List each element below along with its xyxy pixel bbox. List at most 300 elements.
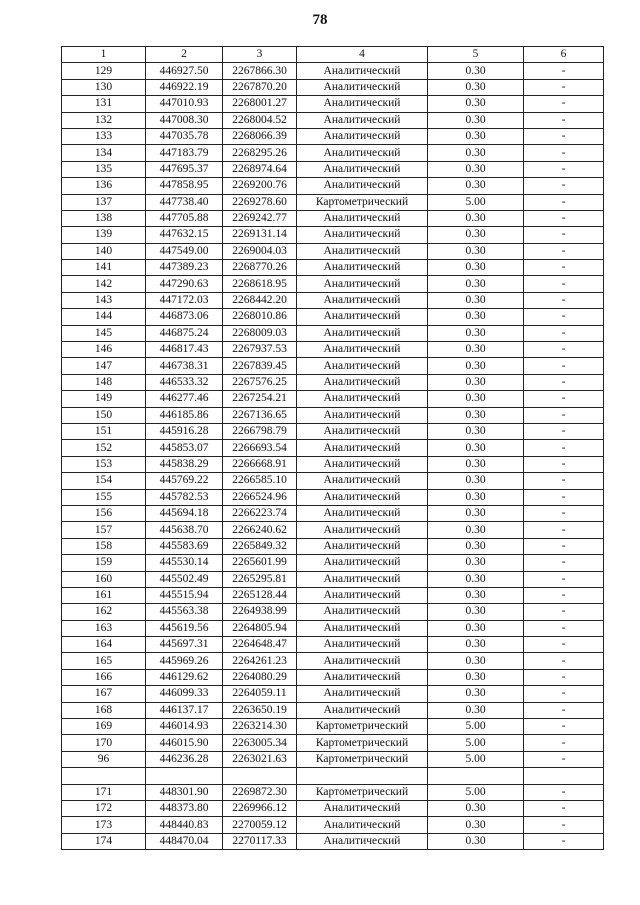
x-coordinate-cell: 447290.63 xyxy=(146,276,223,292)
method-cell: Аналитический xyxy=(297,440,428,456)
method-cell: Картометрический xyxy=(297,194,428,210)
y-coordinate-cell: 2266798.79 xyxy=(223,423,297,439)
method-cell: Аналитический xyxy=(297,522,428,538)
table-row xyxy=(62,800,604,816)
note-cell: - xyxy=(524,161,604,177)
table-row xyxy=(62,653,604,669)
accuracy-cell: 0.30 xyxy=(428,309,524,325)
table-row xyxy=(62,161,604,177)
x-coordinate-cell: 445969.26 xyxy=(146,653,223,669)
x-coordinate-cell: 446922.19 xyxy=(146,79,223,95)
accuracy-cell: 0.30 xyxy=(428,587,524,603)
x-coordinate-cell: 446137.17 xyxy=(146,702,223,718)
accuracy-cell: 0.30 xyxy=(428,538,524,554)
method-cell: Аналитический xyxy=(297,473,428,489)
note-cell: - xyxy=(524,260,604,276)
x-coordinate-cell: 446533.32 xyxy=(146,374,223,390)
point-number-cell: 151 xyxy=(62,423,146,439)
accuracy-cell: 0.30 xyxy=(428,571,524,587)
x-coordinate-cell: 446129.62 xyxy=(146,669,223,685)
method-cell: Аналитический xyxy=(297,178,428,194)
y-coordinate-cell: 2268442.20 xyxy=(223,292,297,308)
x-coordinate-cell: 446236.28 xyxy=(146,751,223,767)
accuracy-cell: 0.30 xyxy=(428,456,524,472)
note-cell: - xyxy=(524,145,604,161)
table-row xyxy=(62,571,604,587)
point-number-cell: 147 xyxy=(62,358,146,374)
y-coordinate-cell: 2268974.64 xyxy=(223,161,297,177)
point-number-cell: 157 xyxy=(62,522,146,538)
method-cell: Аналитический xyxy=(297,325,428,341)
x-coordinate-cell: 445502.49 xyxy=(146,571,223,587)
note-cell: - xyxy=(524,210,604,226)
note-cell: - xyxy=(524,309,604,325)
accuracy-cell xyxy=(428,768,524,784)
method-cell: Аналитический xyxy=(297,686,428,702)
accuracy-cell: 0.30 xyxy=(428,227,524,243)
accuracy-cell: 0.30 xyxy=(428,505,524,521)
method-cell: Аналитический xyxy=(297,391,428,407)
column-header: 1 xyxy=(62,47,146,63)
note-cell: - xyxy=(524,243,604,259)
point-number-cell: 131 xyxy=(62,96,146,112)
table-row xyxy=(62,817,604,833)
table-row xyxy=(62,309,604,325)
y-coordinate-cell: 2268009.03 xyxy=(223,325,297,341)
note-cell: - xyxy=(524,96,604,112)
point-number-cell: 135 xyxy=(62,161,146,177)
method-cell: Аналитический xyxy=(297,489,428,505)
y-coordinate-cell: 2264261.23 xyxy=(223,653,297,669)
point-number-cell: 165 xyxy=(62,653,146,669)
x-coordinate-cell: 448440.83 xyxy=(146,817,223,833)
accuracy-cell: 0.30 xyxy=(428,653,524,669)
point-number-cell: 132 xyxy=(62,112,146,128)
note-cell: - xyxy=(524,456,604,472)
table-row xyxy=(62,833,604,849)
accuracy-cell: 0.30 xyxy=(428,669,524,685)
accuracy-cell: 5.00 xyxy=(428,194,524,210)
point-number-cell: 166 xyxy=(62,669,146,685)
table-row xyxy=(62,243,604,259)
note-cell: - xyxy=(524,440,604,456)
point-number-cell: 144 xyxy=(62,309,146,325)
table-row xyxy=(62,178,604,194)
column-header: 6 xyxy=(524,47,604,63)
note-cell: - xyxy=(524,276,604,292)
table-row xyxy=(62,358,604,374)
table-row xyxy=(62,456,604,472)
method-cell: Аналитический xyxy=(297,128,428,144)
table-row xyxy=(62,391,604,407)
accuracy-cell: 0.30 xyxy=(428,63,524,79)
note-cell: - xyxy=(524,342,604,358)
note-cell: - xyxy=(524,686,604,702)
y-coordinate-cell: 2266693.54 xyxy=(223,440,297,456)
method-cell: Аналитический xyxy=(297,637,428,653)
accuracy-cell: 0.30 xyxy=(428,145,524,161)
x-coordinate-cell: 447705.88 xyxy=(146,210,223,226)
method-cell: Аналитический xyxy=(297,96,428,112)
accuracy-cell: 0.30 xyxy=(428,489,524,505)
method-cell: Аналитический xyxy=(297,227,428,243)
y-coordinate-cell: 2270059.12 xyxy=(223,817,297,833)
x-coordinate-cell: 446014.93 xyxy=(146,719,223,735)
y-coordinate-cell: 2264648.47 xyxy=(223,637,297,653)
point-number-cell: 164 xyxy=(62,637,146,653)
note-cell: - xyxy=(524,669,604,685)
method-cell: Картометрический xyxy=(297,719,428,735)
accuracy-cell: 0.30 xyxy=(428,210,524,226)
y-coordinate-cell: 2269200.76 xyxy=(223,178,297,194)
x-coordinate-cell: 448301.90 xyxy=(146,784,223,800)
y-coordinate-cell: 2269872.30 xyxy=(223,784,297,800)
x-coordinate-cell: 445563.38 xyxy=(146,604,223,620)
point-number-cell: 146 xyxy=(62,342,146,358)
method-cell: Аналитический xyxy=(297,260,428,276)
method-cell: Аналитический xyxy=(297,145,428,161)
method-cell: Аналитический xyxy=(297,555,428,571)
x-coordinate-cell: 446015.90 xyxy=(146,735,223,751)
method-cell: Аналитический xyxy=(297,669,428,685)
note-cell: - xyxy=(524,423,604,439)
y-coordinate-cell: 2263650.19 xyxy=(223,702,297,718)
accuracy-cell: 5.00 xyxy=(428,751,524,767)
note-cell: - xyxy=(524,194,604,210)
table-row xyxy=(62,227,604,243)
y-coordinate-cell xyxy=(223,768,297,784)
y-coordinate-cell: 2264805.94 xyxy=(223,620,297,636)
x-coordinate-cell xyxy=(146,768,223,784)
method-cell: Аналитический xyxy=(297,358,428,374)
accuracy-cell: 0.30 xyxy=(428,407,524,423)
table-row xyxy=(62,325,604,341)
table-row xyxy=(62,620,604,636)
note-cell: - xyxy=(524,325,604,341)
accuracy-cell: 0.30 xyxy=(428,374,524,390)
table-row xyxy=(62,112,604,128)
note-cell: - xyxy=(524,719,604,735)
table-row xyxy=(62,210,604,226)
table-row xyxy=(62,768,604,784)
accuracy-cell: 5.00 xyxy=(428,719,524,735)
table-row xyxy=(62,555,604,571)
point-number-cell: 150 xyxy=(62,407,146,423)
table-row xyxy=(62,423,604,439)
y-coordinate-cell: 2263214.30 xyxy=(223,719,297,735)
point-number-cell: 137 xyxy=(62,194,146,210)
method-cell: Аналитический xyxy=(297,210,428,226)
point-number-cell: 140 xyxy=(62,243,146,259)
accuracy-cell: 5.00 xyxy=(428,784,524,800)
y-coordinate-cell: 2269004.03 xyxy=(223,243,297,259)
point-number-cell: 143 xyxy=(62,292,146,308)
method-cell xyxy=(297,768,428,784)
point-number-cell: 156 xyxy=(62,505,146,521)
note-cell: - xyxy=(524,505,604,521)
y-coordinate-cell: 2269278.60 xyxy=(223,194,297,210)
accuracy-cell: 0.30 xyxy=(428,604,524,620)
method-cell: Аналитический xyxy=(297,538,428,554)
y-coordinate-cell: 2269242.77 xyxy=(223,210,297,226)
accuracy-cell: 0.30 xyxy=(428,96,524,112)
accuracy-cell: 0.30 xyxy=(428,473,524,489)
accuracy-cell: 0.30 xyxy=(428,178,524,194)
point-number-cell: 96 xyxy=(62,751,146,767)
table-row xyxy=(62,342,604,358)
y-coordinate-cell: 2264938.99 xyxy=(223,604,297,620)
y-coordinate-cell: 2266668.91 xyxy=(223,456,297,472)
accuracy-cell: 0.30 xyxy=(428,243,524,259)
point-number-cell: 169 xyxy=(62,719,146,735)
accuracy-cell: 0.30 xyxy=(428,440,524,456)
accuracy-cell: 0.30 xyxy=(428,702,524,718)
note-cell: - xyxy=(524,702,604,718)
x-coordinate-cell: 446873.06 xyxy=(146,309,223,325)
x-coordinate-cell: 447695.37 xyxy=(146,161,223,177)
accuracy-cell: 0.30 xyxy=(428,391,524,407)
method-cell: Картометрический xyxy=(297,751,428,767)
table-header-row xyxy=(62,47,604,63)
accuracy-cell: 0.30 xyxy=(428,292,524,308)
table-row xyxy=(62,194,604,210)
method-cell: Аналитический xyxy=(297,292,428,308)
x-coordinate-cell: 447389.23 xyxy=(146,260,223,276)
x-coordinate-cell: 445853.07 xyxy=(146,440,223,456)
y-coordinate-cell: 2269131.14 xyxy=(223,227,297,243)
point-number-cell: 133 xyxy=(62,128,146,144)
accuracy-cell: 0.30 xyxy=(428,522,524,538)
y-coordinate-cell: 2268295.26 xyxy=(223,145,297,161)
note-cell: - xyxy=(524,751,604,767)
note-cell: - xyxy=(524,817,604,833)
note-cell: - xyxy=(524,800,604,816)
accuracy-cell: 0.30 xyxy=(428,79,524,95)
y-coordinate-cell: 2266524.96 xyxy=(223,489,297,505)
x-coordinate-cell: 445694.18 xyxy=(146,505,223,521)
accuracy-cell: 0.30 xyxy=(428,686,524,702)
y-coordinate-cell: 2263005.34 xyxy=(223,735,297,751)
x-coordinate-cell: 446817.43 xyxy=(146,342,223,358)
table-row xyxy=(62,292,604,308)
accuracy-cell: 0.30 xyxy=(428,620,524,636)
point-number-cell: 172 xyxy=(62,800,146,816)
point-number-cell: 149 xyxy=(62,391,146,407)
y-coordinate-cell: 2267136.65 xyxy=(223,407,297,423)
x-coordinate-cell: 446185.86 xyxy=(146,407,223,423)
point-number-cell: 168 xyxy=(62,702,146,718)
table-row xyxy=(62,522,604,538)
point-number-cell xyxy=(62,768,146,784)
column-header: 3 xyxy=(223,47,297,63)
table-row xyxy=(62,79,604,95)
point-number-cell: 148 xyxy=(62,374,146,390)
point-number-cell: 139 xyxy=(62,227,146,243)
accuracy-cell: 0.30 xyxy=(428,423,524,439)
method-cell: Аналитический xyxy=(297,505,428,521)
column-header: 2 xyxy=(146,47,223,63)
point-number-cell: 161 xyxy=(62,587,146,603)
method-cell: Аналитический xyxy=(297,800,428,816)
note-cell: - xyxy=(524,63,604,79)
y-coordinate-cell: 2267870.20 xyxy=(223,79,297,95)
x-coordinate-cell: 447738.40 xyxy=(146,194,223,210)
point-number-cell: 160 xyxy=(62,571,146,587)
x-coordinate-cell: 445838.29 xyxy=(146,456,223,472)
note-cell: - xyxy=(524,620,604,636)
table-row xyxy=(62,587,604,603)
accuracy-cell: 0.30 xyxy=(428,161,524,177)
note-cell xyxy=(524,768,604,784)
x-coordinate-cell: 447858.95 xyxy=(146,178,223,194)
y-coordinate-cell: 2267254.21 xyxy=(223,391,297,407)
method-cell: Аналитический xyxy=(297,63,428,79)
table-row xyxy=(62,489,604,505)
accuracy-cell: 5.00 xyxy=(428,735,524,751)
x-coordinate-cell: 446099.33 xyxy=(146,686,223,702)
accuracy-cell: 0.30 xyxy=(428,260,524,276)
method-cell: Аналитический xyxy=(297,653,428,669)
y-coordinate-cell: 2267866.30 xyxy=(223,63,297,79)
point-number-cell: 158 xyxy=(62,538,146,554)
table-row xyxy=(62,538,604,554)
accuracy-cell: 0.30 xyxy=(428,276,524,292)
method-cell: Аналитический xyxy=(297,309,428,325)
point-number-cell: 159 xyxy=(62,555,146,571)
accuracy-cell: 0.30 xyxy=(428,637,524,653)
point-number-cell: 155 xyxy=(62,489,146,505)
table-row xyxy=(62,440,604,456)
x-coordinate-cell: 447632.15 xyxy=(146,227,223,243)
method-cell: Аналитический xyxy=(297,374,428,390)
coordinates-table xyxy=(61,46,604,850)
table-row xyxy=(62,63,604,79)
point-number-cell: 174 xyxy=(62,833,146,849)
accuracy-cell: 0.30 xyxy=(428,342,524,358)
y-coordinate-cell: 2266585.10 xyxy=(223,473,297,489)
method-cell: Аналитический xyxy=(297,456,428,472)
accuracy-cell: 0.30 xyxy=(428,112,524,128)
y-coordinate-cell: 2268004.52 xyxy=(223,112,297,128)
x-coordinate-cell: 448373.80 xyxy=(146,800,223,816)
note-cell: - xyxy=(524,571,604,587)
table-row xyxy=(62,735,604,751)
x-coordinate-cell: 445782.53 xyxy=(146,489,223,505)
table-row xyxy=(62,751,604,767)
y-coordinate-cell: 2268618.95 xyxy=(223,276,297,292)
table-row xyxy=(62,96,604,112)
accuracy-cell: 0.30 xyxy=(428,817,524,833)
note-cell: - xyxy=(524,555,604,571)
method-cell: Аналитический xyxy=(297,243,428,259)
note-cell: - xyxy=(524,391,604,407)
note-cell: - xyxy=(524,473,604,489)
x-coordinate-cell: 446875.24 xyxy=(146,325,223,341)
point-number-cell: 138 xyxy=(62,210,146,226)
note-cell: - xyxy=(524,637,604,653)
method-cell: Аналитический xyxy=(297,620,428,636)
point-number-cell: 171 xyxy=(62,784,146,800)
method-cell: Аналитический xyxy=(297,833,428,849)
method-cell: Аналитический xyxy=(297,276,428,292)
method-cell: Аналитический xyxy=(297,79,428,95)
accuracy-cell: 0.30 xyxy=(428,555,524,571)
table-row xyxy=(62,260,604,276)
note-cell: - xyxy=(524,538,604,554)
method-cell: Аналитический xyxy=(297,702,428,718)
method-cell: Аналитический xyxy=(297,587,428,603)
method-cell: Картометрический xyxy=(297,735,428,751)
point-number-cell: 136 xyxy=(62,178,146,194)
table-row xyxy=(62,276,604,292)
x-coordinate-cell: 447172.03 xyxy=(146,292,223,308)
y-coordinate-cell: 2263021.63 xyxy=(223,751,297,767)
column-header: 5 xyxy=(428,47,524,63)
point-number-cell: 173 xyxy=(62,817,146,833)
note-cell: - xyxy=(524,735,604,751)
point-number-cell: 162 xyxy=(62,604,146,620)
x-coordinate-cell: 445619.56 xyxy=(146,620,223,636)
note-cell: - xyxy=(524,128,604,144)
x-coordinate-cell: 445638.70 xyxy=(146,522,223,538)
table-row xyxy=(62,604,604,620)
table-row xyxy=(62,374,604,390)
method-cell: Картометрический xyxy=(297,784,428,800)
note-cell: - xyxy=(524,79,604,95)
y-coordinate-cell: 2266240.62 xyxy=(223,522,297,538)
method-cell: Аналитический xyxy=(297,604,428,620)
point-number-cell: 141 xyxy=(62,260,146,276)
point-number-cell: 142 xyxy=(62,276,146,292)
table-row xyxy=(62,702,604,718)
y-coordinate-cell: 2266223.74 xyxy=(223,505,297,521)
x-coordinate-cell: 446277.46 xyxy=(146,391,223,407)
note-cell: - xyxy=(524,292,604,308)
y-coordinate-cell: 2267839.45 xyxy=(223,358,297,374)
point-number-cell: 154 xyxy=(62,473,146,489)
note-cell: - xyxy=(524,227,604,243)
point-number-cell: 152 xyxy=(62,440,146,456)
y-coordinate-cell: 2268010.86 xyxy=(223,309,297,325)
y-coordinate-cell: 2269966.12 xyxy=(223,800,297,816)
note-cell: - xyxy=(524,653,604,669)
note-cell: - xyxy=(524,358,604,374)
accuracy-cell: 0.30 xyxy=(428,128,524,144)
method-cell: Аналитический xyxy=(297,342,428,358)
point-number-cell: 163 xyxy=(62,620,146,636)
table-row xyxy=(62,505,604,521)
method-cell: Аналитический xyxy=(297,571,428,587)
x-coordinate-cell: 445530.14 xyxy=(146,555,223,571)
table-row xyxy=(62,719,604,735)
point-number-cell: 129 xyxy=(62,63,146,79)
point-number-cell: 167 xyxy=(62,686,146,702)
point-number-cell: 130 xyxy=(62,79,146,95)
x-coordinate-cell: 446738.31 xyxy=(146,358,223,374)
point-number-cell: 134 xyxy=(62,145,146,161)
x-coordinate-cell: 445916.28 xyxy=(146,423,223,439)
accuracy-cell: 0.30 xyxy=(428,833,524,849)
table-row xyxy=(62,637,604,653)
note-cell: - xyxy=(524,178,604,194)
y-coordinate-cell: 2265128.44 xyxy=(223,587,297,603)
point-number-cell: 170 xyxy=(62,735,146,751)
note-cell: - xyxy=(524,374,604,390)
method-cell: Аналитический xyxy=(297,112,428,128)
y-coordinate-cell: 2267937.53 xyxy=(223,342,297,358)
table-row xyxy=(62,128,604,144)
column-header: 4 xyxy=(297,47,428,63)
